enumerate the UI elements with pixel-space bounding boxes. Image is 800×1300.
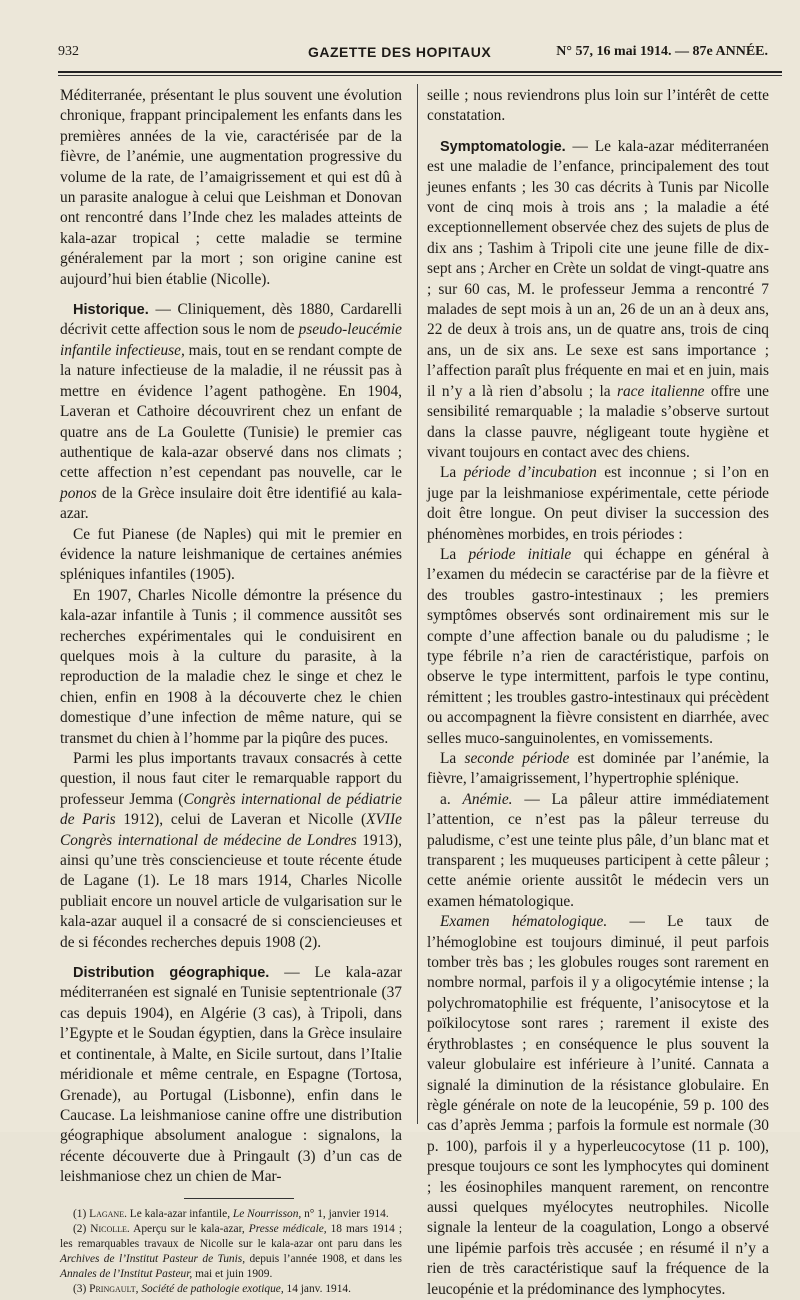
paragraph-seconde-periode: La seconde période est dominée par l’anémie, la fièvre, l’amaigrissement, l’hypertrophie splénique. [427, 750, 769, 788]
footnote-3: (3) Pringault, Société de pathologie exotique, 14 janv. 1914. [73, 1282, 351, 1295]
section-heading-historique: Historique. [73, 302, 149, 319]
footnote-2: (2) Nicolle. Aperçu sur le kala-azar, Presse médicale, 18 mars 1914 ; les remarquables travaux de Nicolle sur le kala-azar ont paru dans les Archives de l’Institut Pasteur de Tunis, depuis l’année 1908, et dans les Annales de l’Institut Pasteur, mai et juin 1909. [60, 1222, 402, 1280]
section-heading-symptomatologie: Symptomatologie. [440, 138, 566, 155]
header-rule [58, 71, 782, 73]
header-rule-thin [58, 75, 782, 76]
issue-date: N° 57, 16 mai 1914. — 87e ANNÉE. [556, 44, 768, 59]
section-heading-distribution: Distribution géographique. [73, 965, 270, 982]
paragraph-pianese: Ce fut Pianese (de Naples) qui mit le premier en évidence la nature leishmanique de certaines anémies spléniques infantiles (1905). [60, 525, 402, 584]
right-column [427, 86, 769, 1300]
column-divider [417, 84, 418, 1124]
paragraph-continuation: seille ; nous reviendrons plus loin sur l’intérêt de cette constatation. [427, 87, 769, 125]
paragraph-distribution: Distribution géographique. — Le kala-azar méditerranéen est signalé en Tunisie septentrionale (37 cas depuis 1904), en Algérie (3 cas), à Tripoli, dans l’Egypte et le Soudan égyptien, dans la Grèce insulaire et continentale, à Malte, en Sicile surtout, dans l’Italie méridionale et même centrale, en Espagne (Tortosa, Grenade), au Portugal (Lisbonne), enfin dans le Caucase. La leishmaniose canine offre une distribution géographique absolument analogue : signalons, la récente découverte due à Pringault (3) d’un cas de leishmaniose chez un chien de Mar- [60, 964, 403, 1186]
paragraph-intro: Méditerranée, présentant le plus souvent une évolution chronique, frappant principalement les enfants dans les premières années de la vie, caractérisée par de la fièvre, de l’anémie, une augmentation progressive du volume de la rate, de l’amaigrissement et qui est dû à un parasite analogue à celui que Leishman et Donovan ont rencontré dans l’Inde chez les malades atteints de kala-azar tropical ; cette maladie se termine généralement par la mort ; son origine canine est aujourd’hui bien établie (Nicolle). [60, 87, 402, 288]
paragraph-travaux: Parmi les plus importants travaux consacrés à cette question, il nous faut citer le remarquable rapport du professeur Jemma (Congrès international de pédiatrie de Paris 1912), celui de Laveran et Nicolle (XVIIe Congrès international de médecine de Londres 1913), ainsi qu’une très consciencieuse et toute récente étude de Lagane (1). Le 18 mars 1914, Charles Nicolle publiait encore un nouvel article de vulgarisation sur le kala-azar auquel il a consacré de si consciencieuses et de si fécondes recherches depuis 1908 (2). [60, 750, 402, 951]
left-column [60, 86, 402, 1297]
paragraph-examen-hematologique: Examen hématologique. — Le taux de l’hémoglobine est toujours diminué, il peut parfois tomber très bas ; les globules rouges sont rarement en nombre normal, parfois il y a oligocytémie intense ; la polychromatophilie est fréquente, l’anisocytose et la poïkilocytose sont rares ; rarement il existe des érythroblastes ; en conséquence le plus souvent la valeur globulaire est inférieure à l’unité. Cannata a signalé la diminution de la résistance globulaire. En règle générale on note de la leucopénie, 59 p. 100 des cas d’après Jemma ; parfois la formule est normale (30 p. 100), parfois il y a hyperleucocytose (11 p. 100), presque toujours ce sont les lymphocytes qui dominent ; les éosinophiles manquent rarement, on rencontre aussi quelques myélocytes neutrophiles. Nicolle signale la lenteur de la coagulation, Longo a observé une lipémie parfois très accusée ; en résumé il n’y a rien de très caractéristique sauf la fréquence de la leucopénie et la prédominance des lymphocytes. [427, 913, 769, 1298]
paragraph-historique: Historique. — Cliniquement, dès 1880, Cardarelli décrivit cette affection sous le nom de pseudo-leucémie infantile infectieuse, mais, tout en se rendant compte de la nature infectieuse de la maladie, il ne réussit pas à mettre en évidence l’agent pathogène. En 1904, Laveran et Cathoire découvrirent chez un enfant de quatre ans de La Goulette (Tunisie) le premier cas authentique de kala-azar observé dans nos climats ; cette affection n’est cependant pas nouvelle, car le ponos de la Grèce insulaire doit être identifié au kala-azar. [60, 301, 402, 523]
page-number: 932 [58, 44, 79, 59]
publication-title: GAZETTE DES HOPITAUX [308, 44, 492, 60]
footnote-rule [184, 1198, 294, 1199]
footnote-1: (1) Lagane. Le kala-azar infantile, Le Nourrisson, n° 1, janvier 1914. [73, 1207, 389, 1220]
paragraph-periode-initiale: La période initiale qui échappe en général à l’examen du médecin se caractérise par de la fièvre et des troubles gastro-intestinaux ; les premiers symptômes observés sont ordinairement mis sur le compte d’une affection banale ou du paludisme ; le type fébrile n’a rien de caractéristique, parfois on observe le type intermittent, parfois le type continu, rémittent ; les troubles gastro-intestinaux qui précèdent ou accompagnent la fièvre consistent en diarrhée, avec selles muco-sanguinolentes, en vomissements. [427, 545, 769, 747]
paragraph-incubation: La période d’incubation est inconnue ; si l’on en juge par la leishmaniose expérimentale, cette période doit être longue. On peut diviser la succession des phénomènes morbides, en trois périodes : [427, 464, 769, 543]
page-header [58, 44, 768, 68]
paragraph-symptomatologie: Symptomatologie. — Le kala-azar méditerranéen est une maladie de l’enfance, principalement des tout jeunes enfants ; les 30 cas décrits à Tunis par Nicolle vont de cinq mois à trois ans ; la maladie a été exceptionnellement observée chez des sujets de plus de dix ans ; Tashim à Tripoli cite une jeune fille de dix-sept ans ; Archer en Crète un soldat de vingt-quatre ans ; sur 60 cas, M. le professeur Jemma a rencontré 7 malades de sept mois à un an, 26 de un an à deux ans, 22 de deux à trois ans, un de quatre ans, trois de cinq ans, un de six ans. Le sexe est sans importance ; l’affection paraît plus fréquente en mai et en juin, mais il n’y a là rien d’absolu ; la race italienne offre une sensibilité remarquable ; la maladie s’observe surtout dans la classe pauvre, négligeant toute hygiène et vivant toujours en contact avec des chiens. [427, 137, 770, 461]
paragraph-nicolle-1907: En 1907, Charles Nicolle démontre la présence du kala-azar infantile à Tunis ; il commence aussitôt ses recherches expérimentales qui le conduisirent en quelques mois à la culture du parasite, à la reproduction de la maladie chez le singe et chez le chien, enfin en 1908 à la découverte chez le chien domestique d’une infection de même nature, qui se transmet du chien à l’homme par la piqûre des puces. [60, 586, 402, 747]
paragraph-anemie: a. Anémie. — La pâleur attire immédiatement l’attention, ce n’est pas la pâleur terreuse du paludisme, c’est une teinte plus pâle, d’un blanc mat et transparent ; les muqueuses participent à cette pâleur ; cette anémie oriente aussitôt le médecin vers un examen hématologique. [427, 790, 769, 910]
